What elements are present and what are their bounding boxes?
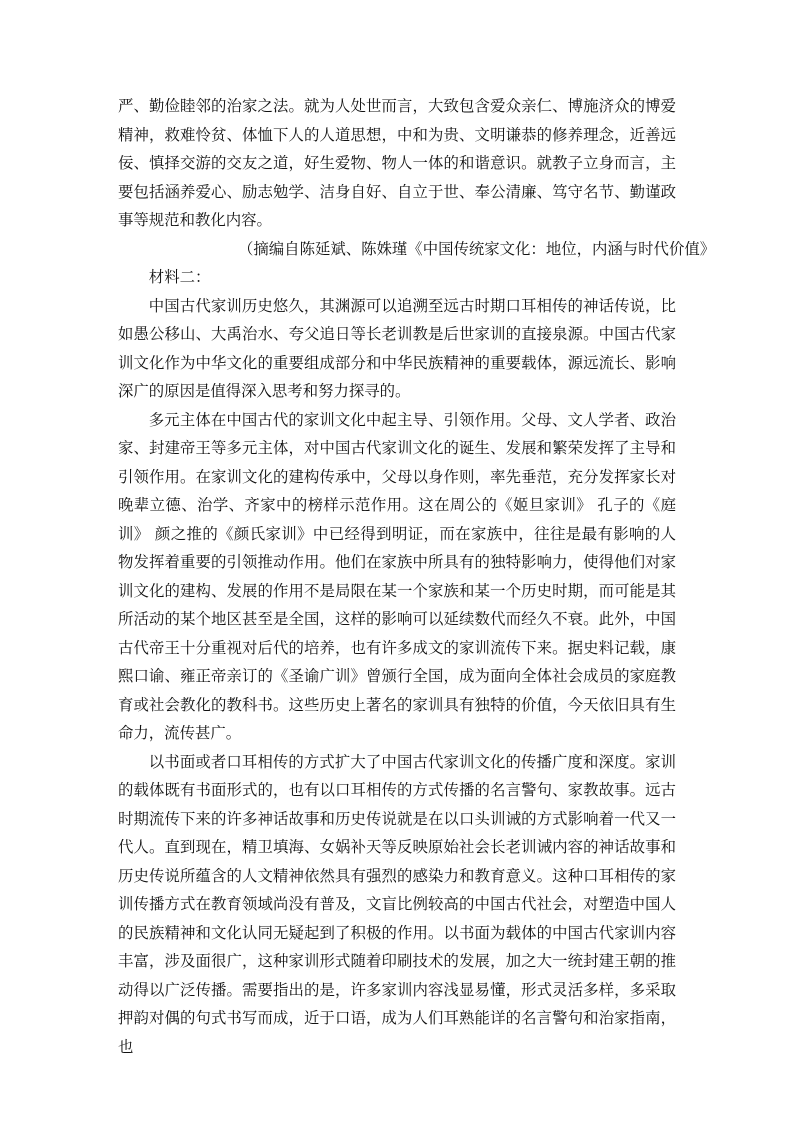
paragraph-3: 以书面或者口耳相传的方式扩大了中国古代家训文化的传播广度和深度。家训的载体既有书面形式的，也有以口耳相传的方式传播的名言警句、家教故事。远古时期流传下来的许多神话故事和历史传说就是在以口头训诫的方式影响着一代又一代人。直到现在，精卫填海、女娲补天等反映原始社会长老训诫内容的神话故事和历史传说所蕴含的人文精神依然具有强烈的感染力和教育意义。这种口耳相传的家训传播方式在教育领域尚没有普及，文盲比例较高的中国古代社会，对塑造中国人的民族精神和文化认同无疑起到了积极的作用。以书面为载体的中国古代家训内容丰富，涉及面很广，这种家训形式随着印刷技术的发展，加之大一统封建王朝的推动得以广泛传播。需要指出的是，许多家训内容浅显易懂，形式灵活多样，多采取押韵对偶的句式书写而成，近于口语，成为人们耳熟能详的名言警句和治家指南，也	[118, 752, 676, 1056]
paragraph-2: 多元主体在中国古代的家训文化中起主导、引领作用。父母、文人学者、政治家、封建帝王等多元主体，对中国古代家训文化的诞生、发展和繁荣发挥了主导和引领作用。在家训文化的建构传承中，父母以身作则，率先垂范，充分发挥家长对晚辈立德、治学、齐家中的榜样示范作用。这在周公的《姬旦家训》 孔子的《庭训》 颜之推的《颜氏家训》中已经得到明证，而在家族中，往往是最有影响的人物发挥着重要的引领推动作用。他们在家族中所具有的独特影响力，使得他们对家训文化的建构、发展的作用不是局限在某一个家族和某一个历史时期，而可能是其所活动的某个地区甚至是全国，这样的影响可以延续数代而经久不衰。此外，中国古代帝王十分重视对后代的培养，也有许多成文的家训流传下来。据史料记载，康熙口谕、雍正帝亲订的《圣谕广训》曾颁行全国，成为面向全体社会成员的家庭教育或社会教化的教科书。这些历史上著名的家训具有独特的价值，今天依旧具有生命力，流传甚广。	[118, 410, 676, 742]
paragraph-1: 中国古代家训历史悠久，其渊源可以追溯至远古时期口耳相传的神话传说，比如愚公移山、大禹治水、夸父追日等长老训教是后世家训的直接泉源。中国古代家训文化作为中华文化的重要组成部分和中华民族精神的重要载体，源远流长、影响深广的原因是值得深入思考和努力探寻的。	[118, 296, 676, 400]
material-two-heading: 材料二：	[148, 268, 211, 286]
source-citation: （摘编自陈延斌、陈姝瑾《中国传统家文化：地位，内涵与时代价值》	[238, 239, 716, 258]
paragraph-continuation: 严、勤俭睦邻的治家之法。就为人处世而言，大致包含爱众亲仁、博施济众的博爱精神，救难怜贫、体恤下人的人道思想，中和为贵、文明谦恭的修养理念，近善远佞、慎择交游的交友之道，好生爱物、物人一体的和谐意识。就教子立身而言，主要包括涵养爱心、励志勉学、洁身自好、自立于世、奉公清廉、笃守名节、勤谨政事等规范和教化内容。	[118, 97, 676, 229]
